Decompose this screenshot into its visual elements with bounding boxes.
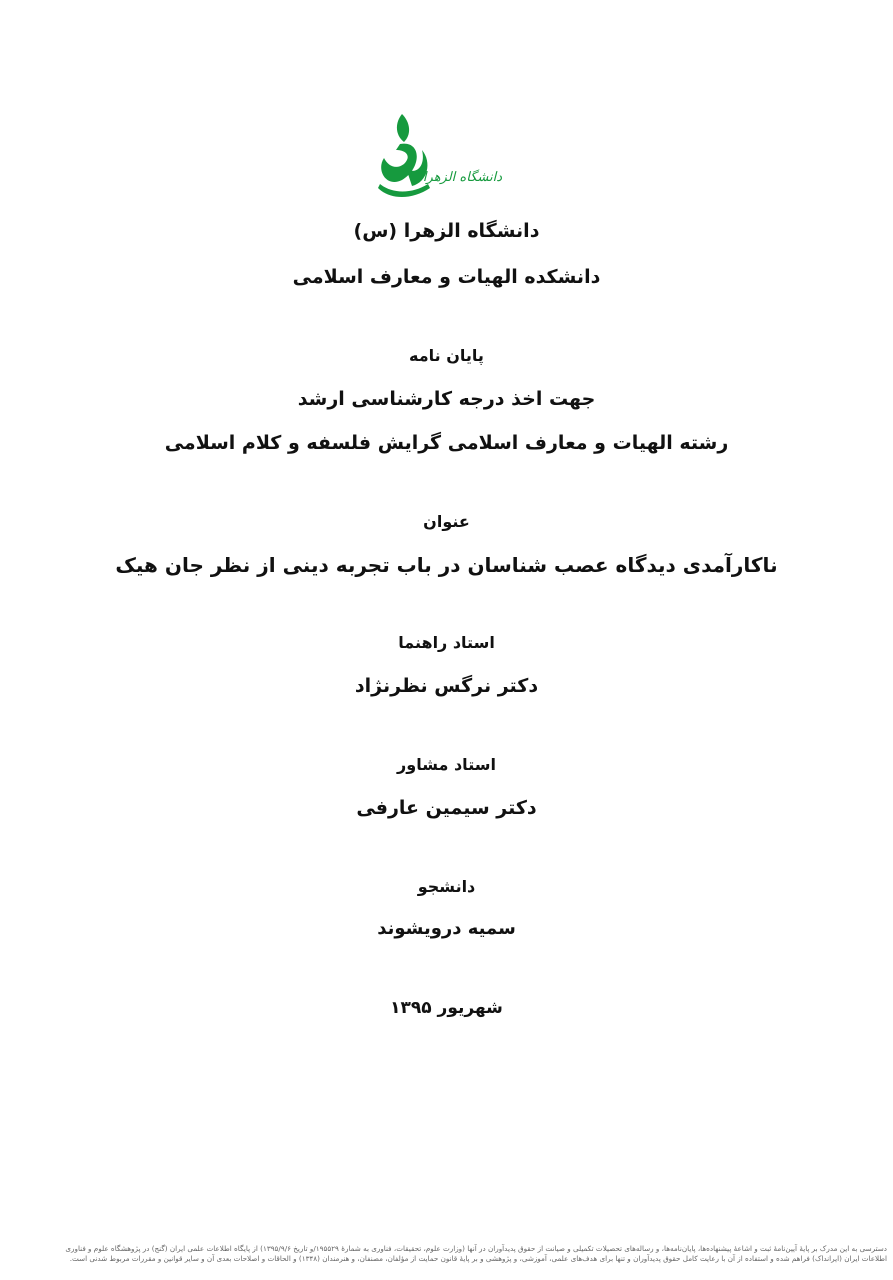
student-label: دانشجو bbox=[417, 877, 476, 896]
advisor-label: استاد راهنما bbox=[398, 633, 495, 652]
footer-line-1: دسترسی به این مدرک بر پایهٔ آیین‌نامهٔ ثبت و اشاعهٔ پیشنهاده‌ها، پایان‌نامه‌ها، و رساله‌های تحصیلات تکمیلی و صیانت از حقوق پدیدآوران در آنها (وزارت علوم، تحقیقات، فناوری به شمارهٔ ۱۹۵۵۲۹/و تاریخ ۱۳۹۵/۹/۶) از پایگاه اطلاعات علمی ایران (گنج) در پژوهشگاه علوم و فناوری bbox=[65, 1244, 887, 1253]
document-type: پایان نامه bbox=[409, 346, 484, 365]
advisor-name: دکتر نرگس نظرنژاد bbox=[354, 675, 539, 697]
title-label: عنوان bbox=[423, 512, 470, 531]
consultant-label: استاد مشاور bbox=[397, 755, 496, 774]
field-of-study: رشته الهیات و معارف اسلامی گرایش فلسفه و کلام اسلامی bbox=[164, 432, 729, 454]
university-name: دانشگاه الزهرا (س) bbox=[353, 220, 540, 242]
consultant-name: دکتر سیمین عارفی bbox=[356, 797, 537, 819]
copyright-footer bbox=[6, 1244, 887, 1264]
student-name: سمیه درویشوند bbox=[377, 918, 516, 939]
logo-script-text: دانشگاه الزهرا bbox=[422, 170, 502, 185]
footer-line-2: اطلاعات ایران (ایرانداک) فراهم شده و استفاده از آن با رعایت کامل حقوق پدیدآوران و تنها برای هدف‌های علمی، آموزشی، و پژوهشی و بر پایهٔ قانون حمایت از مؤلفان، مصنفان، و هنرمندان (۱۳۴۸) و الحاقات و اصلاحات بعدی آن و سایر قوانین و مقررات مربوط شدنی است. bbox=[69, 1254, 887, 1263]
submission-date: شهریور ۱۳۹۵ bbox=[390, 998, 503, 1018]
thesis-title: ناکارآمدی دیدگاه عصب شناسان در باب تجربه دینی از نظر جان هیک bbox=[115, 553, 778, 577]
faculty-name: دانشکده الهیات و معارف اسلامی bbox=[292, 266, 601, 288]
university-logo-icon bbox=[372, 110, 512, 202]
degree-purpose: جهت اخذ درجه کارشناسی ارشد bbox=[297, 388, 596, 410]
